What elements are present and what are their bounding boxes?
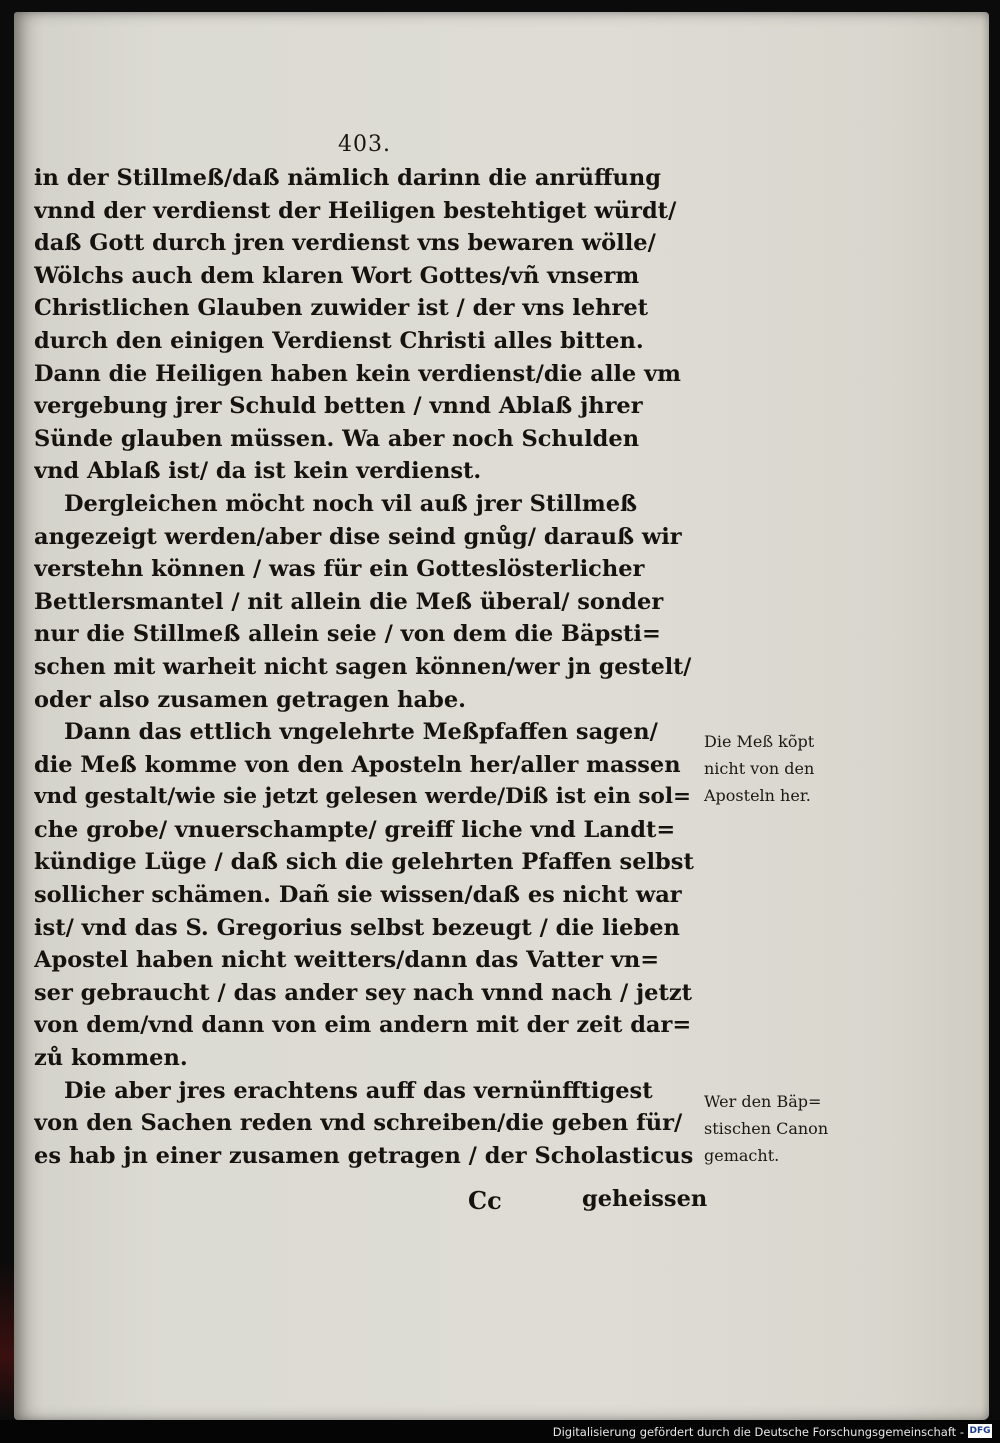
- margin-note-line: stischen Canon: [704, 1119, 829, 1138]
- text-line: die Meß komme von den Aposteln her/aller massen: [34, 751, 681, 778]
- signature-mark: Cc: [468, 1186, 502, 1215]
- text-line: Bettlersmantel / nit allein die Meß überal/ sonder: [34, 588, 664, 615]
- margin-note-line: Wer den Bäp=: [704, 1092, 822, 1111]
- text-line: in der Stillmeß/daß nämlich darinn die anrüffung: [34, 165, 661, 191]
- text-line: che grobe/ vnuerschampte/ greiff liche vnd Landt=: [34, 816, 676, 843]
- text-line: sollicher schämen. Dañ sie wissen/daß es nicht war: [34, 882, 682, 909]
- text-line: Apostel haben nicht weitters/dann das Vatter vn=: [34, 947, 660, 974]
- text-line: Dann die Heiligen haben kein verdienst/die alle vm: [34, 360, 681, 387]
- text-line: durch den einigen Verdienst Christi alles bitten.: [34, 327, 644, 354]
- text-line: Dergleichen möcht noch vil auß jrer Stillmeß: [64, 490, 638, 517]
- text-line: kündige Lüge / daß sich die gelehrten Pfaffen selbst: [34, 849, 694, 876]
- text-line: Wölchs auch dem klaren Wort Gottes/vñ vnserm: [34, 262, 640, 289]
- dfg-logo: DFG: [969, 1426, 991, 1436]
- page-number: 403.: [338, 132, 391, 157]
- text-line: angezeigt werden/aber dise seind gnůg/ darauß wir: [34, 523, 682, 550]
- text-line: vnd gestalt/wie sie jetzt gelesen werde/Diß ist ein sol=: [34, 784, 692, 810]
- text-line: oder also zusamen getragen habe.: [34, 686, 467, 713]
- margin-note-line: gemacht.: [704, 1146, 780, 1165]
- book-edge: [0, 1260, 14, 1420]
- text-line: von dem/vnd dann von eim andern mit der zeit dar=: [34, 1012, 692, 1039]
- margin-note-line: nicht von den: [704, 759, 815, 778]
- body-text: [34, 162, 698, 1172]
- margin-note: [704, 728, 854, 809]
- text-line: daß Gott durch jren verdienst vns bewaren wölle/: [34, 230, 656, 257]
- text-line: ser gebraucht / das ander sey nach vnnd nach / jetzt: [34, 979, 693, 1006]
- text-line: verstehn können / was für ein Gotteslösterlicher: [34, 556, 645, 583]
- text-line: Dann das ettlich vngelehrte Meßpfaffen sagen/: [64, 719, 658, 746]
- text-line: vergebung jrer Schuld betten / vnnd Ablaß jhrer: [34, 393, 643, 420]
- catchword: geheissen: [582, 1186, 708, 1212]
- text-line: vnnd der verdienst der Heiligen bestehtiget würdt/: [34, 197, 677, 224]
- margin-note-line: Die Meß kõpt: [704, 732, 815, 751]
- margin-note: [704, 1088, 854, 1169]
- text-line: schen mit warheit nicht sagen können/wer jn gestelt/: [34, 653, 692, 680]
- text-line: nur die Stillmeß allein seie / von dem die Bäpsti=: [34, 621, 661, 648]
- text-line: zů kommen.: [34, 1045, 188, 1072]
- text-line: von den Sachen reden vnd schreiben/die geben für/: [34, 1110, 683, 1137]
- text-line: vnd Ablaß ist/ da ist kein verdienst.: [34, 458, 482, 485]
- funding-credit: Digitalisierung gefördert durch die Deutsche Forschungsgemeinschaft -: [552, 1425, 964, 1439]
- text-line: Sünde glauben müssen. Wa aber noch Schulden: [34, 425, 640, 452]
- text-line: es hab jn einer zusamen getragen / der Scholasticus: [34, 1142, 694, 1169]
- text-line: Die aber jres erachtens auff das vernünfftigest: [64, 1077, 653, 1104]
- text-line: Christlichen Glauben zuwider ist / der vns lehret: [34, 295, 649, 322]
- text-line: ist/ vnd das S. Gregorius selbst bezeugt / die lieben: [34, 914, 680, 941]
- margin-note-line: Aposteln her.: [704, 786, 811, 805]
